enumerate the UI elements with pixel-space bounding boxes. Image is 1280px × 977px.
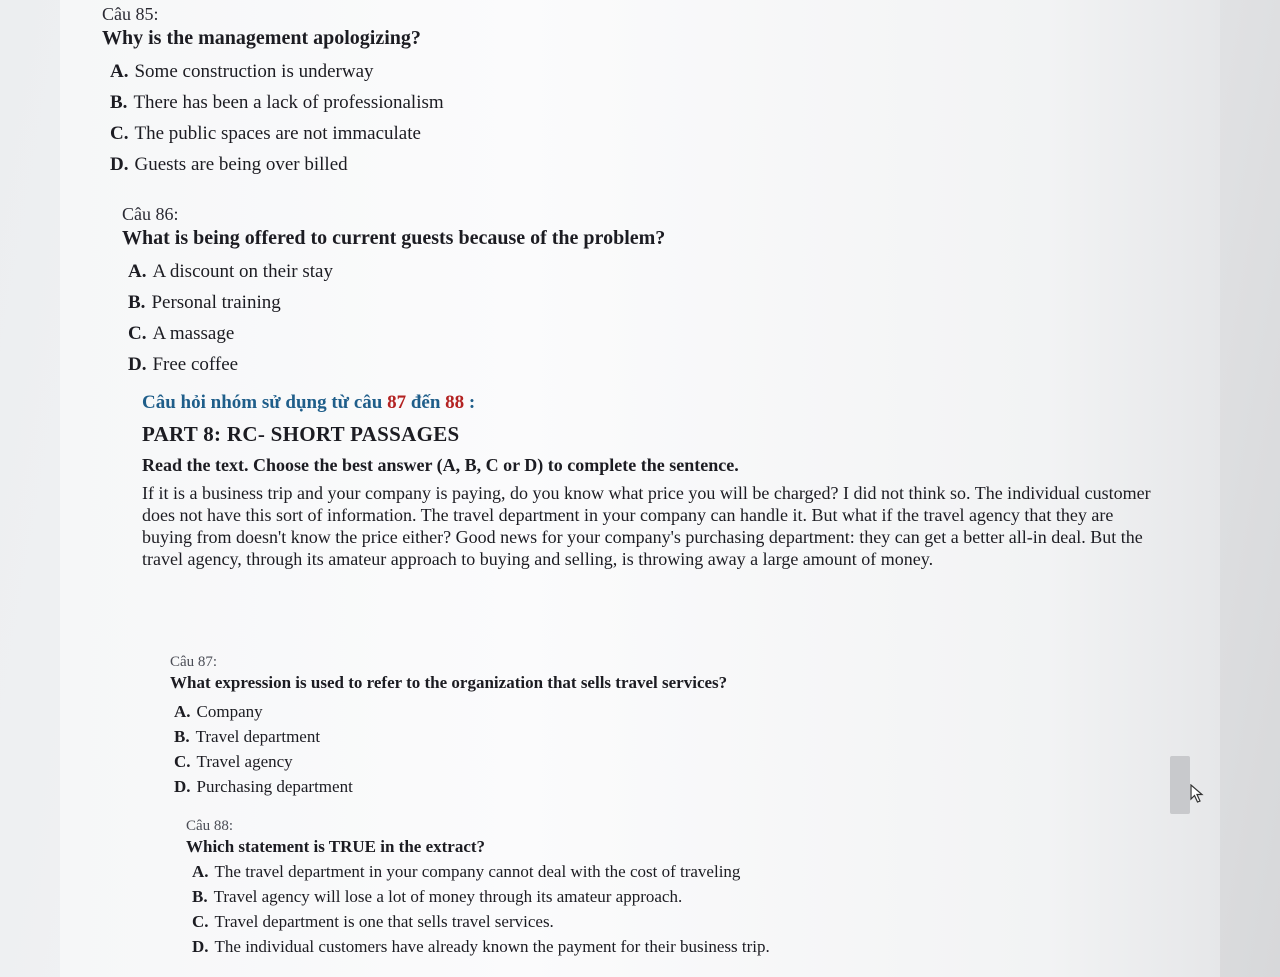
question-label: Câu 88:: [186, 818, 234, 834]
option-c: [192, 909, 770, 934]
option-letter: B.: [192, 887, 208, 906]
option-letter: A.: [110, 61, 129, 82]
option-text: Company: [196, 702, 263, 721]
instruction-text: Read the text. Choose the best answer (A, B, C or D) to complete the sentence.: [142, 455, 739, 475]
option-text: Travel agency will lose a lot of money through its amateur approach.: [213, 887, 683, 906]
option-text: Guests are being over billed: [134, 154, 348, 175]
question-87: [170, 654, 727, 799]
question-text: What expression is used to refer to the organization that sells travel services?: [170, 673, 728, 692]
option-a: [192, 859, 770, 884]
group-from-number: 87: [387, 392, 407, 413]
part-title: PART 8: RC- SHORT PASSAGES: [142, 422, 460, 446]
question-85: [102, 4, 444, 180]
option-letter: C.: [110, 123, 129, 144]
option-b: [110, 87, 444, 118]
option-letter: C.: [192, 912, 209, 931]
option-letter: D.: [128, 354, 147, 375]
option-letter: A.: [192, 862, 209, 881]
question-label: Câu 85:: [102, 4, 159, 24]
option-text: Personal training: [151, 292, 281, 313]
question-group-title: [142, 392, 1202, 414]
group-to-number: 88: [445, 392, 465, 413]
option-b: [174, 724, 727, 749]
group-suffix: :: [464, 392, 476, 413]
option-text: Purchasing department: [196, 777, 353, 796]
question-label: Câu 87:: [170, 654, 218, 670]
question-text: Why is the management apologizing?: [102, 27, 421, 49]
option-letter: A.: [128, 261, 147, 282]
option-d: [174, 774, 727, 799]
option-letter: B.: [174, 727, 190, 746]
option-text: Travel department: [195, 727, 321, 746]
option-d: [110, 149, 444, 180]
question-text: Which statement is TRUE in the extract?: [186, 837, 486, 856]
option-c: [174, 749, 727, 774]
option-d: [192, 934, 770, 959]
question-text: What is being offered to current guests because of the problem?: [122, 227, 666, 249]
group-prefix: Câu hỏi nhóm sử dụng từ câu: [142, 392, 388, 413]
option-letter: B.: [128, 292, 146, 313]
option-a: [174, 699, 727, 724]
question-86: [122, 204, 665, 380]
option-text: There has been a lack of professionalism: [133, 92, 444, 113]
option-letter: B.: [110, 92, 128, 113]
option-text: A discount on their stay: [152, 261, 333, 282]
option-letter: C.: [128, 323, 147, 344]
option-text: The public spaces are not immaculate: [134, 123, 421, 144]
option-c: [110, 118, 444, 149]
option-text: Travel agency: [196, 752, 293, 771]
mouse-pointer-icon: [1190, 784, 1204, 804]
option-letter: D.: [192, 937, 209, 956]
group-middle: đến: [406, 392, 446, 413]
option-c: [128, 318, 665, 349]
option-letter: D.: [110, 154, 129, 175]
option-text: The individual customers have already known the payment for their business trip.: [214, 937, 770, 956]
option-text: Free coffee: [152, 354, 239, 375]
option-a: [110, 56, 444, 87]
option-text: Some construction is underway: [134, 61, 374, 82]
option-text: Travel department is one that sells travel services.: [214, 912, 554, 931]
document-page: [60, 0, 1220, 977]
option-letter: C.: [174, 752, 191, 771]
scrollbar-thumb[interactable]: [1170, 756, 1190, 814]
option-b: [128, 287, 665, 318]
question-label: Câu 86:: [122, 204, 179, 224]
option-d: [128, 349, 665, 380]
option-letter: A.: [174, 702, 191, 721]
question-88: [186, 818, 770, 959]
option-letter: D.: [174, 777, 191, 796]
option-b: [192, 884, 770, 909]
option-text: The travel department in your company cannot deal with the cost of traveling: [214, 862, 741, 881]
option-text: A massage: [152, 323, 235, 344]
reading-passage: If it is a business trip and your company is paying, do you know what price you will be charged? I did not think so. The individual customer does not have this sort of information. The travel department in your company can handle it. But what if the travel agency that they are buying from doesn't know the price either? Good news for your company's purchasing department: they can get a better all-in deal. But the travel agency, through its amateur approach to buying and selling, is throwing away a large amount of money.: [142, 483, 1151, 569]
passage-section: [142, 392, 1202, 570]
option-a: [128, 256, 665, 287]
